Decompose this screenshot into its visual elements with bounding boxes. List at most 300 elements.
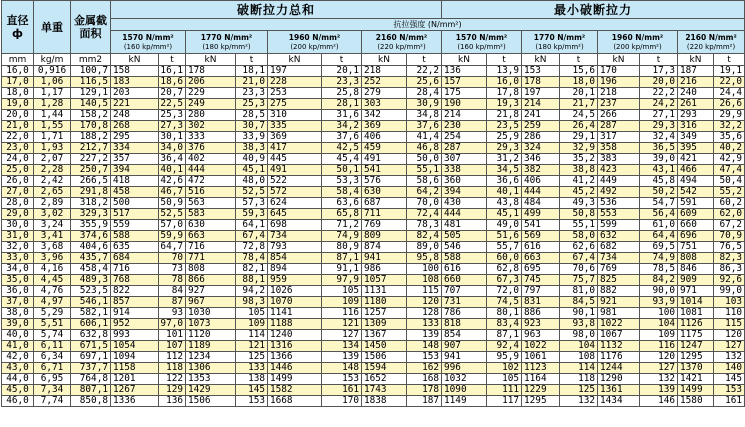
table-cell: 55,1	[560, 220, 598, 231]
table-cell: 46,7	[159, 187, 186, 198]
table-cell: 128	[407, 308, 442, 319]
table-cell: 72,8	[236, 242, 268, 253]
min-breaking-force-header: 最小破断拉力	[442, 1, 745, 19]
table-cell: 36,0	[2, 286, 34, 297]
table-cell: 136	[442, 66, 487, 77]
table-cell: 5,74	[34, 330, 71, 341]
table-cell: 291,8	[71, 187, 111, 198]
table-cell: 28,0	[2, 198, 34, 209]
table-cell: 768	[111, 275, 159, 286]
table-cell: 93	[159, 308, 186, 319]
table-cell: 1594	[362, 363, 407, 374]
table-cell: 93,9	[640, 297, 678, 308]
table-cell: 34,0	[2, 264, 34, 275]
grade-n-label: 1570 N/mm²	[455, 32, 508, 42]
table-cell: 59,9	[159, 231, 186, 242]
table-cell: 229	[186, 88, 236, 99]
table-cell: 38,0	[2, 308, 34, 319]
table-row	[2, 220, 745, 231]
table-cell: 214	[522, 99, 560, 110]
table-cell: 609	[678, 209, 714, 220]
tensile-grade-header	[111, 31, 186, 54]
table-cell: 1120	[186, 330, 236, 341]
table-cell: 183	[111, 77, 159, 88]
table-cell: 140	[714, 363, 745, 374]
table-cell: 252	[362, 77, 407, 88]
table-cell: 45,8	[640, 176, 678, 187]
table-row	[2, 396, 745, 407]
table-cell: 87	[159, 297, 186, 308]
table-row	[2, 352, 745, 363]
table-cell: 104	[560, 341, 598, 352]
table-cell: 952	[111, 319, 159, 330]
unit-cell: kN	[362, 54, 407, 66]
table-cell: 3,41	[34, 231, 71, 242]
table-cell: 61,0	[640, 220, 678, 231]
table-cell: 38,8	[560, 165, 598, 176]
col-unit-weight-header: 单重	[34, 1, 71, 54]
table-row	[2, 121, 745, 132]
table-cell: 707	[442, 286, 487, 297]
table-cell: 854	[268, 253, 322, 264]
table-cell: 33,0	[2, 253, 34, 264]
table-cell: 22,2	[640, 88, 678, 99]
table-cell: 56,4	[640, 209, 678, 220]
table-cell: 522	[268, 176, 322, 187]
table-cell: 360	[442, 176, 487, 187]
table-row	[2, 110, 745, 121]
table-cell: 1257	[362, 308, 407, 319]
table-cell: 60,0	[487, 253, 522, 264]
table-cell: 1094	[111, 352, 159, 363]
table-cell: 97,9	[322, 275, 362, 286]
table-cell: 120	[714, 330, 745, 341]
table-cell: 382	[522, 165, 560, 176]
table-cell: 84	[159, 286, 186, 297]
table-cell: 74,9	[322, 231, 362, 242]
table-cell: 115	[407, 286, 442, 297]
table-cell: 1,44	[34, 110, 71, 121]
table-row	[2, 165, 745, 176]
table-cell: 383	[598, 154, 640, 165]
table-cell: 874	[362, 242, 407, 253]
table-cell: 280	[186, 110, 236, 121]
table-cell: 731	[442, 297, 487, 308]
table-cell: 1838	[362, 396, 407, 407]
table-cell: 50,0	[407, 154, 442, 165]
wire-rope-breaking-force-table	[1, 0, 745, 407]
table-row	[2, 253, 745, 264]
table-cell: 484	[522, 198, 560, 209]
table-cell: 16,0	[2, 66, 34, 77]
table-cell: 45,1	[236, 165, 268, 176]
table-cell: 40,2	[714, 143, 745, 154]
table-cell: 808	[678, 253, 714, 264]
table-cell: 6,95	[34, 374, 71, 385]
table-cell: 358	[598, 143, 640, 154]
table-cell: 20,0	[640, 77, 678, 88]
table-cell: 34,0	[159, 143, 186, 154]
table-cell: 132	[560, 396, 598, 407]
table-cell: 70,0	[407, 198, 442, 209]
table-cell: 72,0	[487, 286, 522, 297]
table-cell: 1176	[598, 352, 640, 363]
table-cell: 682	[598, 242, 640, 253]
table-cell: 140,5	[71, 99, 111, 110]
table-cell: 58,6	[407, 176, 442, 187]
table-cell: 846	[678, 264, 714, 275]
table-cell: 40,0	[2, 330, 34, 341]
table-cell: 6,71	[34, 363, 71, 374]
table-cell: 734	[268, 231, 322, 242]
table-cell: 162	[407, 363, 442, 374]
table-cell: 26,4	[560, 121, 598, 132]
unit-cell: t	[407, 54, 442, 66]
table-cell: 98,3	[236, 297, 268, 308]
table-cell: 37,6	[407, 121, 442, 132]
table-cell: 25,3	[159, 110, 186, 121]
table-cell: 46,0	[2, 396, 34, 407]
table-row	[2, 341, 745, 352]
table-cell: 64,4	[640, 231, 678, 242]
table-cell: 4,45	[34, 275, 71, 286]
table-cell: 145	[714, 374, 745, 385]
table-row	[2, 132, 745, 143]
unit-cell: kN	[111, 54, 159, 66]
table-cell: 1361	[598, 385, 640, 396]
table-cell: 1164	[522, 374, 560, 385]
table-cell: 1,55	[34, 121, 71, 132]
table-cell: 329,3	[71, 209, 111, 220]
table-cell: 41,4	[407, 132, 442, 143]
table-cell: 716	[111, 264, 159, 275]
table-cell: 404,6	[71, 242, 111, 253]
table-cell: 697,1	[71, 352, 111, 363]
table-cell: 59,3	[236, 209, 268, 220]
table-cell: 523,5	[71, 286, 111, 297]
table-cell: 1446	[268, 363, 322, 374]
table-cell: 37,0	[2, 297, 34, 308]
table-cell: 302	[186, 121, 236, 132]
table-cell: 632	[598, 231, 640, 242]
table-cell: 4,16	[34, 264, 71, 275]
grade-kp-label: (180 kp/mm²)	[202, 42, 251, 51]
table-cell: 25,6	[407, 77, 442, 88]
table-cell: 696	[678, 231, 714, 242]
table-cell: 850,8	[71, 396, 111, 407]
table-cell: 114	[236, 330, 268, 341]
table-cell: 74,9	[640, 253, 678, 264]
table-cell: 645	[268, 209, 322, 220]
table-cell: 317	[598, 132, 640, 143]
table-cell: 170,8	[71, 121, 111, 132]
table-row	[2, 374, 745, 385]
table-cell: 83,4	[487, 319, 522, 330]
table-cell: 303	[362, 99, 407, 110]
table-cell: 541	[522, 220, 560, 231]
table-cell: 1158	[111, 363, 159, 374]
unit-cell: t	[640, 54, 678, 66]
table-cell: 583	[186, 209, 236, 220]
grade-n-label: 1960 N/mm²	[611, 32, 664, 42]
table-cell: 318,2	[71, 198, 111, 209]
table-cell: 97,0	[159, 319, 186, 330]
table-cell: 145	[236, 385, 268, 396]
table-cell: 91,1	[322, 264, 362, 275]
table-cell: 37,6	[322, 132, 362, 143]
table-row	[2, 385, 745, 396]
table-row	[2, 286, 745, 297]
table-cell: 1175	[678, 330, 714, 341]
table-cell: 49,0	[487, 220, 522, 231]
table-cell: 986	[362, 264, 407, 275]
tensile-grade-header	[268, 31, 362, 54]
table-cell: 632,8	[71, 330, 111, 341]
table-cell: 1123	[522, 363, 560, 374]
table-cell: 25,3	[236, 99, 268, 110]
table-cell: 32,0	[2, 242, 34, 253]
table-row	[2, 143, 745, 154]
tensile-strength-header: 抗拉强度 (N/mm²)	[111, 19, 745, 31]
table-cell: 254	[442, 132, 487, 143]
table-cell: 42,0	[2, 352, 34, 363]
table-cell: 153	[407, 352, 442, 363]
table-cell: 1743	[362, 385, 407, 396]
table-cell: 1090	[442, 385, 487, 396]
table-cell: 67,4	[560, 253, 598, 264]
table-cell: 125	[236, 352, 268, 363]
table-cell: 67,3	[487, 275, 522, 286]
table-cell: 541	[362, 165, 407, 176]
table-cell: 146	[640, 396, 678, 407]
table-cell: 24,5	[560, 110, 598, 121]
table-cell: 35,0	[2, 275, 34, 286]
table-cell: 78,4	[236, 253, 268, 264]
table-cell: 1149	[442, 396, 487, 407]
table-cell: 87,1	[487, 330, 522, 341]
table-cell: 42,5	[322, 143, 362, 154]
table-cell: 1336	[111, 396, 159, 407]
table-row	[2, 363, 745, 374]
table-cell: 117	[487, 396, 522, 407]
table-cell: 19,0	[2, 99, 34, 110]
table-cell: 695	[522, 264, 560, 275]
table-cell: 1582	[268, 385, 322, 396]
table-cell: 444	[442, 209, 487, 220]
table-cell: 423	[598, 165, 640, 176]
table-cell: 591	[678, 198, 714, 209]
table-cell: 822	[111, 286, 159, 297]
table-cell: 107	[159, 341, 186, 352]
grade-n-label: 1960 N/mm²	[288, 32, 341, 42]
table-cell: 24,4	[714, 88, 745, 99]
table-cell: 50,9	[159, 198, 186, 209]
table-cell: 93,8	[560, 319, 598, 330]
table-cell: 5,29	[34, 308, 71, 319]
table-cell: 248	[111, 110, 159, 121]
table-cell: 546	[442, 242, 487, 253]
table-cell: 466	[678, 165, 714, 176]
table-cell: 161	[322, 385, 362, 396]
table-cell: 120	[640, 352, 678, 363]
table-cell: 221	[111, 99, 159, 110]
table-cell: 333	[186, 132, 236, 143]
table-cell: 286	[522, 132, 560, 143]
table-row	[2, 154, 745, 165]
table-cell: 1054	[111, 341, 159, 352]
table-cell: 27,1	[640, 110, 678, 121]
table-cell: 963	[522, 330, 560, 341]
unit-cell: t	[322, 54, 362, 66]
table-cell: 660	[442, 275, 487, 286]
table-row	[2, 99, 745, 110]
table-cell: 29,3	[640, 121, 678, 132]
table-row	[2, 242, 745, 253]
grade-kp-label: (220 kp/mm²)	[686, 42, 736, 51]
table-cell: 24,0	[2, 154, 34, 165]
table-cell: 959	[268, 275, 322, 286]
table-cell: 1180	[362, 297, 407, 308]
table-cell: 115	[714, 319, 745, 330]
grade-n-label: 1770 N/mm²	[200, 32, 253, 42]
table-cell: 18,6	[159, 77, 186, 88]
table-cell: 25,0	[2, 165, 34, 176]
grade-kp-label: (200 kp/mm²)	[613, 42, 662, 51]
table-cell: 582,1	[71, 308, 111, 319]
table-cell: 266	[598, 110, 640, 121]
table-cell: 4,76	[34, 286, 71, 297]
table-cell: 7,74	[34, 396, 71, 407]
table-cell: 67,2	[714, 220, 745, 231]
table-cell: 34,8	[407, 110, 442, 121]
unit-cell: kN	[186, 54, 236, 66]
table-cell: 170	[598, 66, 640, 77]
table-cell: 57,3	[236, 198, 268, 209]
table-cell: 31,0	[2, 231, 34, 242]
table-cell: 153	[714, 385, 745, 396]
table-cell: 894	[268, 264, 322, 275]
unit-cell: t	[236, 54, 268, 66]
table-cell: 2,65	[34, 187, 71, 198]
table-cell: 133	[236, 363, 268, 374]
table-cell: 249	[186, 99, 236, 110]
table-cell: 45,1	[487, 209, 522, 220]
table-cell: 64,7	[159, 242, 186, 253]
table-cell: 831	[522, 297, 560, 308]
table-cell: 21,0	[236, 77, 268, 88]
table-cell: 20,1	[322, 66, 362, 77]
table-cell: 32,4	[640, 132, 678, 143]
grade-kp-label: (180 kp/mm²)	[535, 42, 584, 51]
table-cell: 31,6	[322, 110, 362, 121]
table-cell: 70,9	[714, 231, 745, 242]
table-row	[2, 209, 745, 220]
table-cell: 1189	[186, 341, 236, 352]
table-cell: 17,0	[2, 77, 34, 88]
table-cell: 793	[268, 242, 322, 253]
table-cell: 28,1	[322, 99, 362, 110]
table-cell: 808	[186, 264, 236, 275]
table-cell: 769	[598, 264, 640, 275]
table-cell: 489,3	[71, 275, 111, 286]
unit-cell: kN	[598, 54, 640, 66]
table-cell: 22,5	[159, 99, 186, 110]
table-cell: 1421	[678, 374, 714, 385]
table-cell: 95,9	[487, 352, 522, 363]
table-cell: 660	[678, 220, 714, 231]
table-cell: 279	[362, 88, 407, 99]
table-cell: 99,0	[714, 286, 745, 297]
table-cell: 139	[322, 352, 362, 363]
table-cell: 1267	[111, 385, 159, 396]
unit-cell: kN	[678, 54, 714, 66]
table-cell: 3,24	[34, 220, 71, 231]
table-cell: 112	[159, 352, 186, 363]
table-cell: 27,3	[159, 121, 186, 132]
table-cell: 76,5	[714, 242, 745, 253]
table-cell: 36,5	[640, 143, 678, 154]
table-cell: 3,96	[34, 253, 71, 264]
table-cell: 127	[322, 330, 362, 341]
table-cell: 17,3	[640, 66, 678, 77]
table-cell: 136	[159, 396, 186, 407]
table-cell: 70,6	[560, 264, 598, 275]
table-cell: 30,9	[407, 99, 442, 110]
table-cell: 907	[442, 341, 487, 352]
table-cell: 444	[522, 187, 560, 198]
table-cell: 671,5	[71, 341, 111, 352]
table-cell: 178	[186, 66, 236, 77]
units-row	[2, 54, 745, 66]
table-cell: 1026	[268, 286, 322, 297]
table-row	[2, 77, 745, 88]
table-cell: 203	[111, 88, 159, 99]
table-cell: 109	[640, 330, 678, 341]
table-cell: 2,07	[34, 154, 71, 165]
table-cell: 24,2	[640, 99, 678, 110]
table-cell: 430	[442, 198, 487, 209]
table-cell: 458	[111, 187, 159, 198]
table-cell: 1306	[186, 363, 236, 374]
grade-n-label: 1770 N/mm²	[533, 32, 586, 42]
table-cell: 921	[598, 297, 640, 308]
table-cell: 293	[678, 110, 714, 121]
table-cell: 3,02	[34, 209, 71, 220]
table-cell: 70	[159, 253, 186, 264]
table-cell: 421	[678, 154, 714, 165]
table-cell: 52,5	[159, 209, 186, 220]
table-cell: 87,1	[322, 253, 362, 264]
table-cell: 18,0	[2, 88, 34, 99]
table-row	[2, 308, 745, 319]
table-cell: 542	[678, 187, 714, 198]
table-cell: 505	[442, 231, 487, 242]
table-cell: 40,1	[487, 187, 522, 198]
table-cell: 492	[598, 187, 640, 198]
table-cell: 29,0	[2, 209, 34, 220]
table-cell: 16,1	[159, 66, 186, 77]
unit-cell: mm	[2, 54, 34, 66]
table-cell: 7,34	[34, 385, 71, 396]
table-cell: 444	[186, 165, 236, 176]
table-cell: 32,2	[714, 121, 745, 132]
table-cell: 60,2	[714, 198, 745, 209]
table-cell: 458,4	[71, 264, 111, 275]
table-cell: 158,2	[71, 110, 111, 121]
table-cell: 197	[522, 88, 560, 99]
table-cell: 1316	[268, 341, 322, 352]
table-cell: 417	[268, 143, 322, 154]
